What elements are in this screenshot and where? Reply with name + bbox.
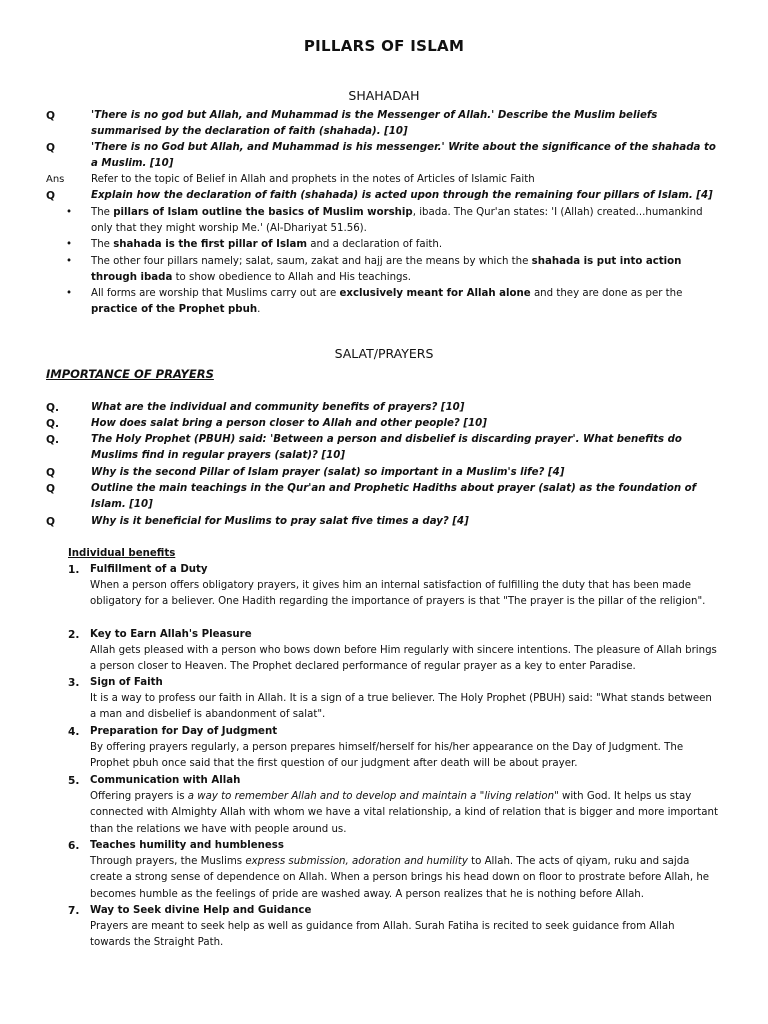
question-text: 'There is no God but Allah, and Muhammad is his messenger.' Write about the significance of the shahada to a Muslim. [10]: [91, 142, 716, 170]
question-text: Why is the second Pillar of Islam prayer (salat) so important in a Muslim's life? [4]: [91, 467, 565, 478]
benefit-number: 3.: [68, 677, 80, 689]
benefit-body: When a person offers obligatory prayers, it gives him an internal satisfaction of fulfilling the duty that has been made obligatory for a believer. One Hadith regarding the importance of prayers is that "The prayer is the pillar of the religion".: [90, 580, 706, 608]
benefit-title: Communication with Allah: [90, 775, 241, 786]
question-salat-1: [46, 400, 716, 416]
individual-benefits-heading: Individual benefits: [68, 548, 176, 559]
benefit-body: By offering prayers regularly, a person prepares himself/herself for his/her appearance on the Day of Judgment. The Prophet pbuh once said that the first question of our judgment after death will be about prayer.: [90, 742, 684, 770]
benefit-title: Sign of Faith: [90, 677, 163, 688]
question-shahadah-3: [46, 188, 716, 204]
page-title: PILLARS OF ISLAM: [303, 37, 465, 55]
bullet-item: • The other four pillars namely; salat, saum, zakat and hajj are the means by which the shahada is put into action through ibada to show obedience to Allah and His teachings.: [66, 254, 716, 286]
benefit-body: Prayers are meant to seek help as well as guidance from Allah. Surah Fatiha is recited to seek guidance from Allah towards the Straight Path.: [90, 921, 675, 949]
question-salat-2: [46, 416, 716, 432]
question-label: Q.: [46, 434, 60, 446]
answer-label: Ans: [46, 174, 65, 185]
benefit-number: 7.: [68, 905, 80, 917]
benefit-item-4: [68, 724, 718, 773]
benefit-item-3: [68, 675, 718, 724]
answer-text: Refer to the topic of Belief in Allah and prophets in the notes of Articles of Islamic Faith: [91, 174, 535, 185]
question-text: Explain how the declaration of faith (shahada) is acted upon through the remaining four pillars of Islam. [4]: [91, 190, 713, 201]
benefit-title: Preparation for Day of Judgment: [90, 726, 278, 737]
benefit-number: 1.: [68, 564, 80, 576]
question-label: Q: [46, 142, 56, 154]
question-salat-5: [46, 481, 716, 513]
benefit-number: 4.: [68, 726, 80, 738]
benefit-number: 5.: [68, 775, 80, 787]
answer-shahadah: [46, 172, 716, 188]
question-text: 'There is no god but Allah, and Muhammad is the Messenger of Allah.' Describe the Muslim beliefs summarised by the declaration of faith (shahada). [10]: [91, 110, 658, 138]
question-text: Why is it beneficial for Muslims to pray salat five times a day? [4]: [91, 516, 469, 527]
benefit-body: Allah gets pleased with a person who bows down before Him regularly with sincere intentions. The pleasure of Allah brings a person closer to Heaven. The Prophet declared performance of regular prayer as a key to enter Paradise.: [90, 645, 717, 673]
benefit-item-2: [68, 627, 718, 676]
benefit-body: Through prayers, the Muslims express submission, adoration and humility to Allah. The acts of qiyam, ruku and sajda create a strong sense of dependence on Allah. When a person brings his head down on floor to prostrate before Allah, he becomes humble as the feelings of pride are washed away. A person realizes that he is nothing before Allah.: [90, 856, 710, 900]
bullet-item: • The shahada is the first pillar of Islam and a declaration of faith.: [66, 237, 716, 253]
bullet-item: • All forms are worship that Muslims carry out are exclusively meant for Allah alone and they are done as per the practice of the Prophet pbuh.: [66, 286, 716, 318]
question-text: What are the individual and community benefits of prayers? [10]: [91, 402, 465, 413]
benefit-title: Key to Earn Allah's Pleasure: [90, 629, 252, 640]
section-heading-salat: SALAT/PRAYERS: [334, 346, 434, 361]
question-text: How does salat bring a person closer to Allah and other people? [10]: [91, 418, 487, 429]
subheading-importance: IMPORTANCE OF PRAYERS: [46, 367, 214, 381]
benefit-item-6: [68, 838, 718, 903]
question-label: Q: [46, 516, 56, 528]
question-label: Q: [46, 483, 56, 495]
question-shahadah-1: [46, 108, 716, 140]
question-salat-6: [46, 514, 716, 530]
benefit-item-5: [68, 773, 718, 838]
shahadah-bullet-list: [66, 205, 716, 318]
question-label: Q: [46, 190, 56, 202]
bullet-item: • The pillars of Islam outline the basics of Muslim worship, ibada. The Qur'an states: 'I (Allah) created...humankind only that they might worship Me.' (Al-Dhariyat 51.56).: [66, 205, 716, 237]
question-label: Q: [46, 467, 56, 479]
benefit-title: Teaches humility and humbleness: [90, 840, 284, 851]
benefit-item-7: [68, 903, 718, 952]
question-salat-3: [46, 432, 716, 464]
benefit-title: Way to Seek divine Help and Guidance: [90, 905, 312, 916]
section-heading-shahadah: SHAHADAH: [348, 88, 420, 103]
benefit-number: 6.: [68, 840, 80, 852]
benefit-body: Offering prayers is a way to remember Allah and to develop and maintain a "living relation" with God. It helps us stay connected with Almighty Allah with whom we have a vital relationship, a kind of relation that is bigger and more important than the relations we have with people around us.: [90, 791, 718, 835]
benefit-item-1: [68, 562, 718, 611]
question-salat-4: [46, 465, 716, 481]
benefit-number: 2.: [68, 629, 80, 641]
question-label: Q.: [46, 402, 60, 414]
question-label: Q.: [46, 418, 60, 430]
benefit-body: It is a way to profess our faith in Allah. It is a sign of a true believer. The Holy Prophet (PBUH) said: "What stands between a man and disbelief is abandonment of salat".: [90, 693, 712, 721]
question-text: Outline the main teachings in the Qur'an and Prophetic Hadiths about prayer (salat) as the foundation of Islam. [10]: [91, 483, 697, 511]
question-shahadah-2: [46, 140, 716, 172]
question-text: The Holy Prophet (PBUH) said: 'Between a person and disbelief is discarding prayer'. What benefits do Muslims find in regular prayers (salat)? [10]: [91, 434, 682, 462]
benefit-title: Fulfillment of a Duty: [90, 564, 208, 575]
question-label: Q: [46, 110, 56, 122]
